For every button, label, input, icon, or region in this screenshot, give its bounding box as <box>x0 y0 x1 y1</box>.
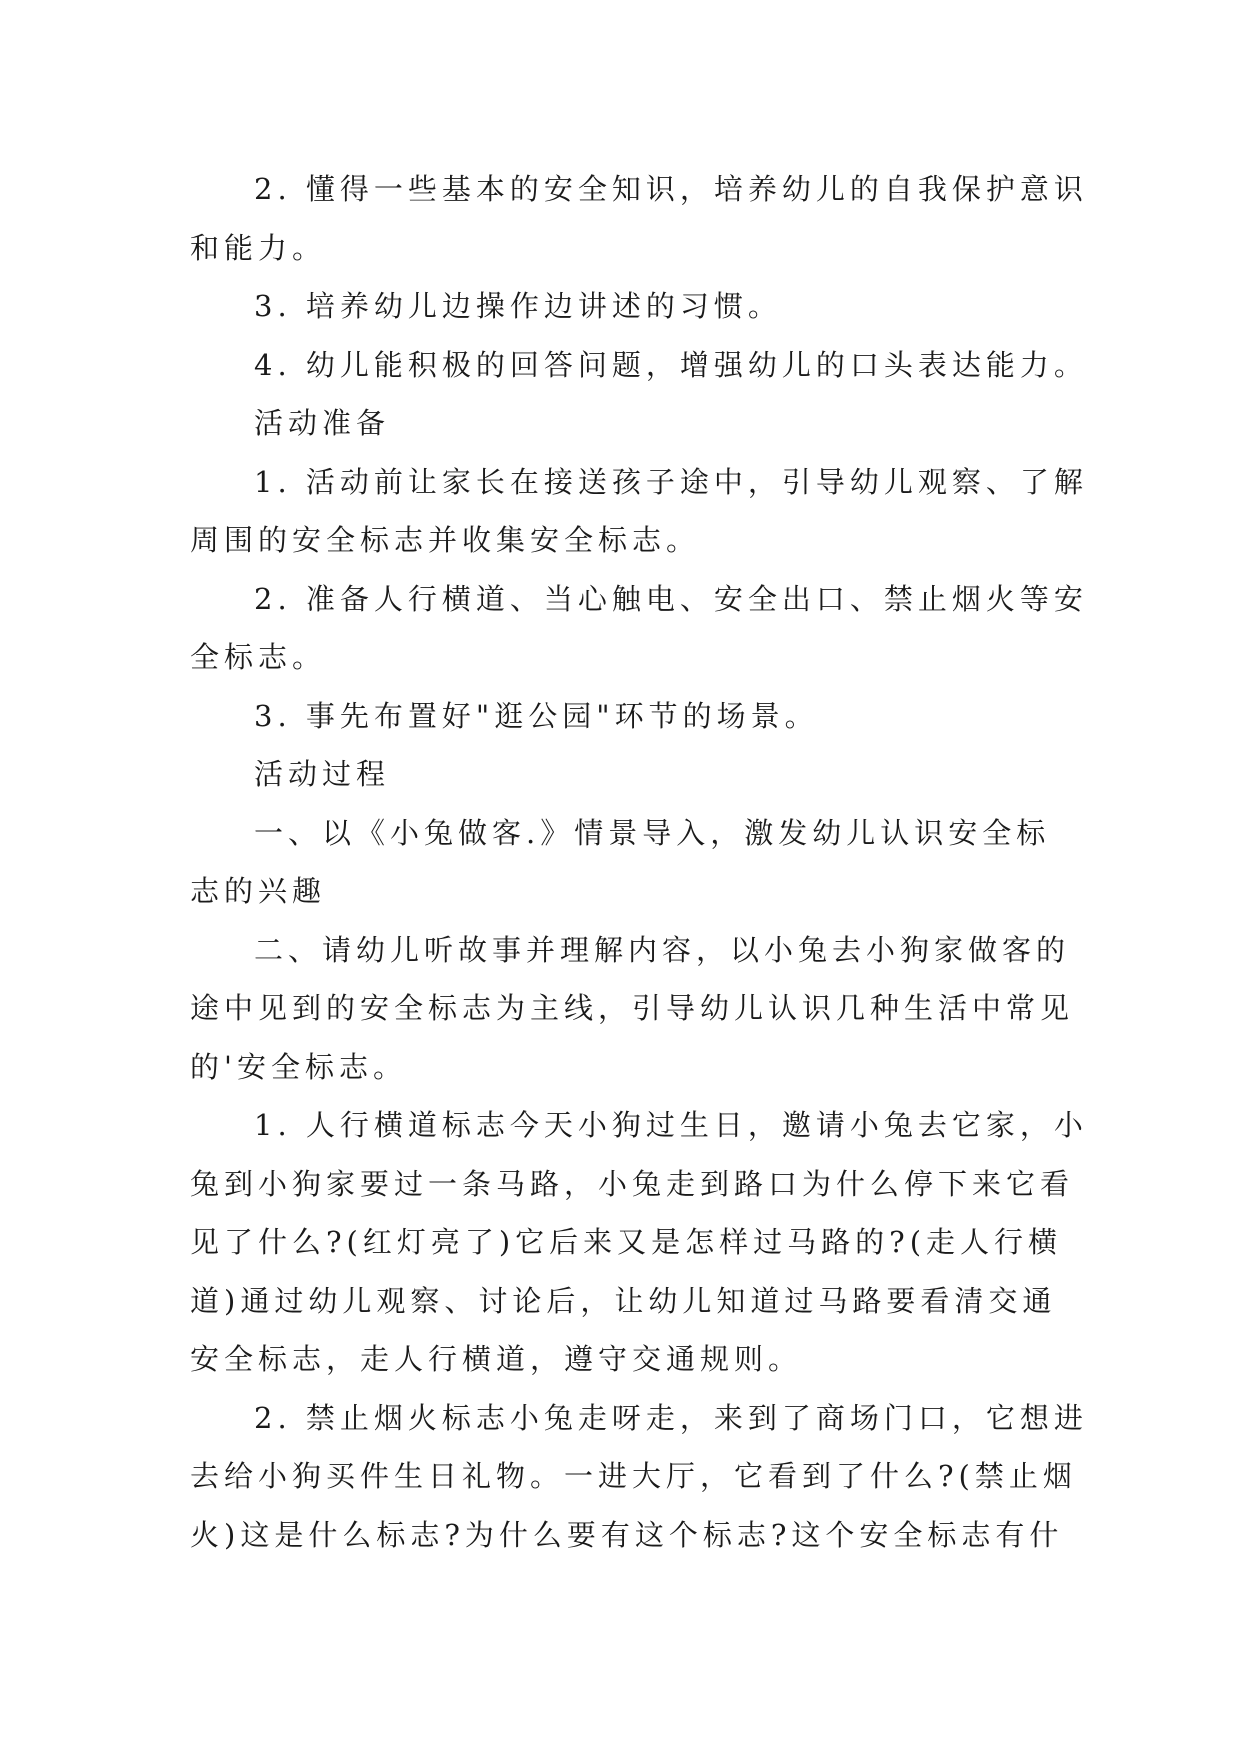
text-line: 途中见到的安全标志为主线，引导幼儿认识几种生活中常见 <box>190 991 1075 1025</box>
text-line: 的'安全标志。 <box>190 1049 407 1084</box>
paragraph-objective-2 <box>190 160 1088 277</box>
text-line: 去给小狗买件生日礼物。一进大厅，它看到了什么?(禁止烟 <box>190 1459 1077 1493</box>
text-line: 1. 人行横道标志今天小狗过生日，邀请小兔去它家，小 <box>254 1108 1088 1142</box>
paragraph-objective-4 <box>190 336 1088 395</box>
text-line: 1. 活动前让家长在接送孩子途中，引导幼儿观察、了解 <box>254 464 1088 499</box>
paragraph-process-step-2 <box>190 921 1075 1097</box>
text-line: 二、请幼儿听故事并理解内容，以小兔去小狗家做客的 <box>254 932 1071 967</box>
text-line: 周围的安全标志并收集安全标志。 <box>190 523 701 557</box>
section-heading-preparation <box>190 394 1065 453</box>
paragraph-preparation-2 <box>190 570 1088 687</box>
paragraph-preparation-3 <box>190 687 1065 746</box>
text-line: 4. 幼儿能积极的回答问题，增强幼儿的口头表达能力。 <box>254 347 1088 382</box>
text-line: 3. 培养幼儿边操作边讲述的习惯。 <box>254 289 782 323</box>
text-line: 一、以《小兔做客.》情景导入，激发幼儿认识安全标 <box>254 815 1051 850</box>
text-line: 3. 事先布置好"逛公园"环节的场景。 <box>254 698 819 733</box>
text-line: 兔到小狗家要过一条马路，小兔走到路口为什么停下来它看 <box>190 1166 1075 1201</box>
text-line: 2. 禁止烟火标志小兔走呀走，来到了商场门口，它想进 <box>254 1400 1088 1435</box>
text-line: 活动准备 <box>254 406 391 440</box>
text-line: 道)通过幼儿观察、讨论后，让幼儿知道过马路要看清交通 <box>190 1283 1057 1318</box>
text-line: 见了什么?(红灯亮了)它后来又是怎样过马路的?(走人行横 <box>190 1225 1063 1259</box>
text-line: 活动过程 <box>254 757 391 791</box>
paragraph-no-fire-sign <box>190 1389 1088 1565</box>
text-line: 2. 准备人行横道、当心触电、安全出口、禁止烟火等安 <box>254 581 1088 616</box>
document-body <box>190 160 1088 1564</box>
text-line: 火)这是什么标志?为什么要有这个标志?这个安全标志有什 <box>190 1517 1064 1552</box>
text-line: 志的兴趣 <box>190 874 327 908</box>
paragraph-preparation-1 <box>190 453 1088 570</box>
text-line: 安全标志，走人行横道，遵守交通规则。 <box>190 1342 803 1376</box>
text-line: 全标志。 <box>190 640 327 674</box>
section-heading-process <box>190 745 1065 804</box>
text-line: 2. 懂得一些基本的安全知识，培养幼儿的自我保护意识 <box>254 172 1088 206</box>
paragraph-objective-3 <box>190 277 1065 336</box>
paragraph-process-step-1 <box>190 804 1065 921</box>
text-line: 和能力。 <box>190 230 327 265</box>
paragraph-crosswalk-sign <box>190 1096 1088 1389</box>
